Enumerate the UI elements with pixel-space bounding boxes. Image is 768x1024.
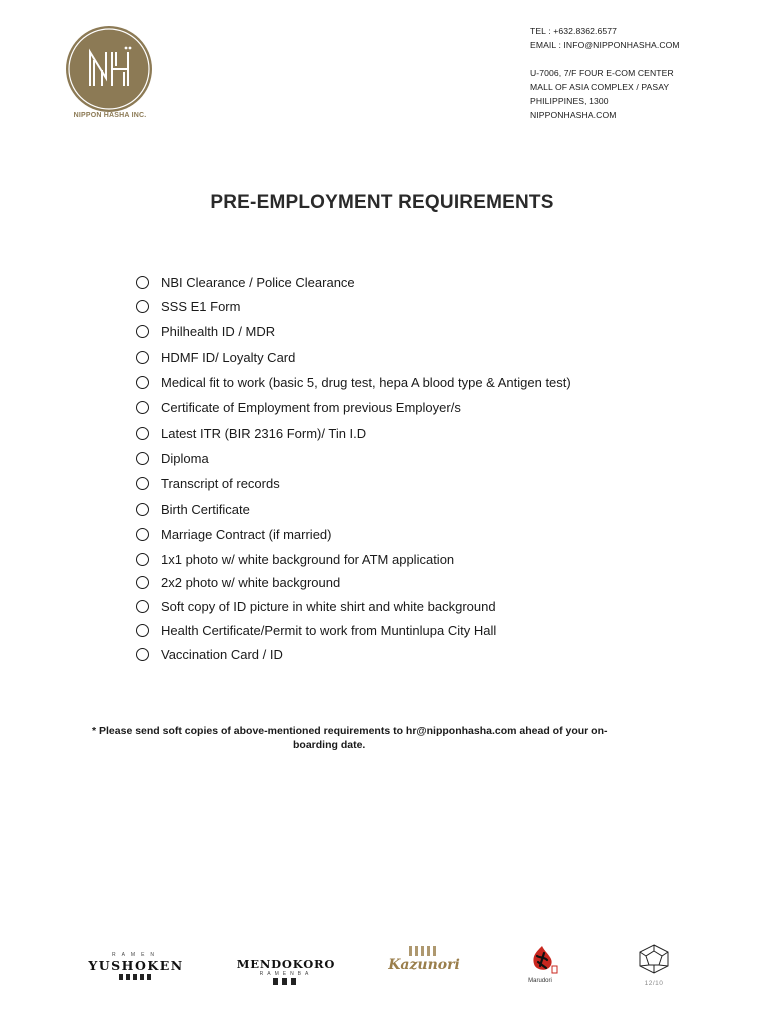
requirement-item[interactable]: 2x2 photo w/ white background xyxy=(136,573,340,591)
checkbox-icon[interactable] xyxy=(136,452,149,465)
yushoken-subtitle: RAMEN xyxy=(111,952,161,958)
geometric-dodecahedron-icon xyxy=(637,944,671,974)
contact-website: NIPPONHASHA.COM xyxy=(530,110,617,120)
kanji-mark-icon xyxy=(409,946,439,956)
requirement-item[interactable]: Latest ITR (BIR 2316 Form)/ Tin I.D xyxy=(136,424,366,442)
requirement-item[interactable]: 1x1 photo w/ white background for ATM application xyxy=(136,550,454,568)
kazunori-name: Kazunori xyxy=(388,957,460,973)
checkbox-icon[interactable] xyxy=(136,276,149,289)
kanji-mark-icon xyxy=(273,978,299,985)
requirement-item[interactable]: Transcript of records xyxy=(136,474,280,492)
twelve-ten-logo xyxy=(634,944,674,987)
contact-tel: TEL : +632.8362.6577 xyxy=(530,26,617,36)
requirement-item[interactable]: NBI Clearance / Police Clearance xyxy=(136,273,355,291)
kanji-mark-icon xyxy=(119,974,153,980)
yushoken-name: YUSHOKEN xyxy=(88,958,184,973)
requirement-item[interactable]: Certificate of Employment from previous Employer/s xyxy=(136,398,461,416)
checkbox-icon[interactable] xyxy=(136,300,149,313)
company-logo xyxy=(64,26,154,118)
requirement-item[interactable]: Soft copy of ID picture in white shirt and white background xyxy=(136,597,496,615)
page-title: PRE-EMPLOYMENT REQUIREMENTS xyxy=(210,192,554,213)
checkbox-icon[interactable] xyxy=(136,376,149,389)
checkbox-icon[interactable] xyxy=(136,401,149,414)
checkbox-icon[interactable] xyxy=(136,477,149,490)
requirement-item[interactable]: Birth Certificate xyxy=(136,500,250,518)
checkbox-icon[interactable] xyxy=(136,576,149,589)
requirement-item[interactable]: Medical fit to work (basic 5, drug test, hepa A blood type & Antigen test) xyxy=(136,373,571,391)
mendokoro-name: MENDOKORO xyxy=(236,957,336,971)
yushoken-logo xyxy=(88,952,184,980)
checkbox-icon[interactable] xyxy=(136,351,149,364)
marudori-emblem-icon xyxy=(526,944,558,976)
checkbox-icon[interactable] xyxy=(136,648,149,661)
submission-note xyxy=(92,724,652,752)
marudori-name: Marudori xyxy=(528,978,552,984)
checkbox-icon[interactable] xyxy=(136,600,149,613)
mendokoro-logo xyxy=(236,957,336,985)
contact-block xyxy=(530,24,700,122)
requirement-item[interactable]: Diploma xyxy=(136,449,209,467)
checkbox-icon[interactable] xyxy=(136,503,149,516)
requirement-item[interactable]: HDMF ID/ Loyalty Card xyxy=(136,348,295,366)
logo-monogram-icon xyxy=(66,26,152,112)
note-line: boarding date. xyxy=(293,739,366,751)
contact-email: EMAIL : INFO@NIPPONHASHA.COM xyxy=(530,40,680,50)
logo-emblem xyxy=(66,26,152,112)
requirement-item[interactable]: Health Certificate/Permit to work from Muntinlupa City Hall xyxy=(136,621,496,639)
checkbox-icon[interactable] xyxy=(136,427,149,440)
kazunori-logo xyxy=(388,946,460,973)
requirement-item[interactable]: SSS E1 Form xyxy=(136,297,240,315)
checkbox-icon[interactable] xyxy=(136,528,149,541)
checkbox-icon[interactable] xyxy=(136,553,149,566)
requirement-item[interactable]: Vaccination Card / ID xyxy=(136,645,283,663)
note-line: * Please send soft copies of above-mentioned requirements to hr@nipponhasha.com ahead of your on- xyxy=(92,725,608,737)
mendokoro-subtitle: RAMENBA xyxy=(259,971,313,977)
requirement-item[interactable]: Philhealth ID / MDR xyxy=(136,322,275,340)
company-name: NIPPON HASHA INC. xyxy=(73,112,147,119)
twelve-ten-name: 12/10 xyxy=(644,980,664,987)
contact-address-line: MALL OF ASIA COMPLEX / PASAY xyxy=(530,82,670,92)
contact-address-line: PHILIPPINES, 1300 xyxy=(530,96,609,106)
marudori-logo xyxy=(516,944,576,984)
checkbox-icon[interactable] xyxy=(136,624,149,637)
checkbox-icon[interactable] xyxy=(136,325,149,338)
contact-address-line: U-7006, 7/F FOUR E-COM CENTER xyxy=(530,68,674,78)
requirement-item[interactable]: Marriage Contract (if married) xyxy=(136,525,332,543)
